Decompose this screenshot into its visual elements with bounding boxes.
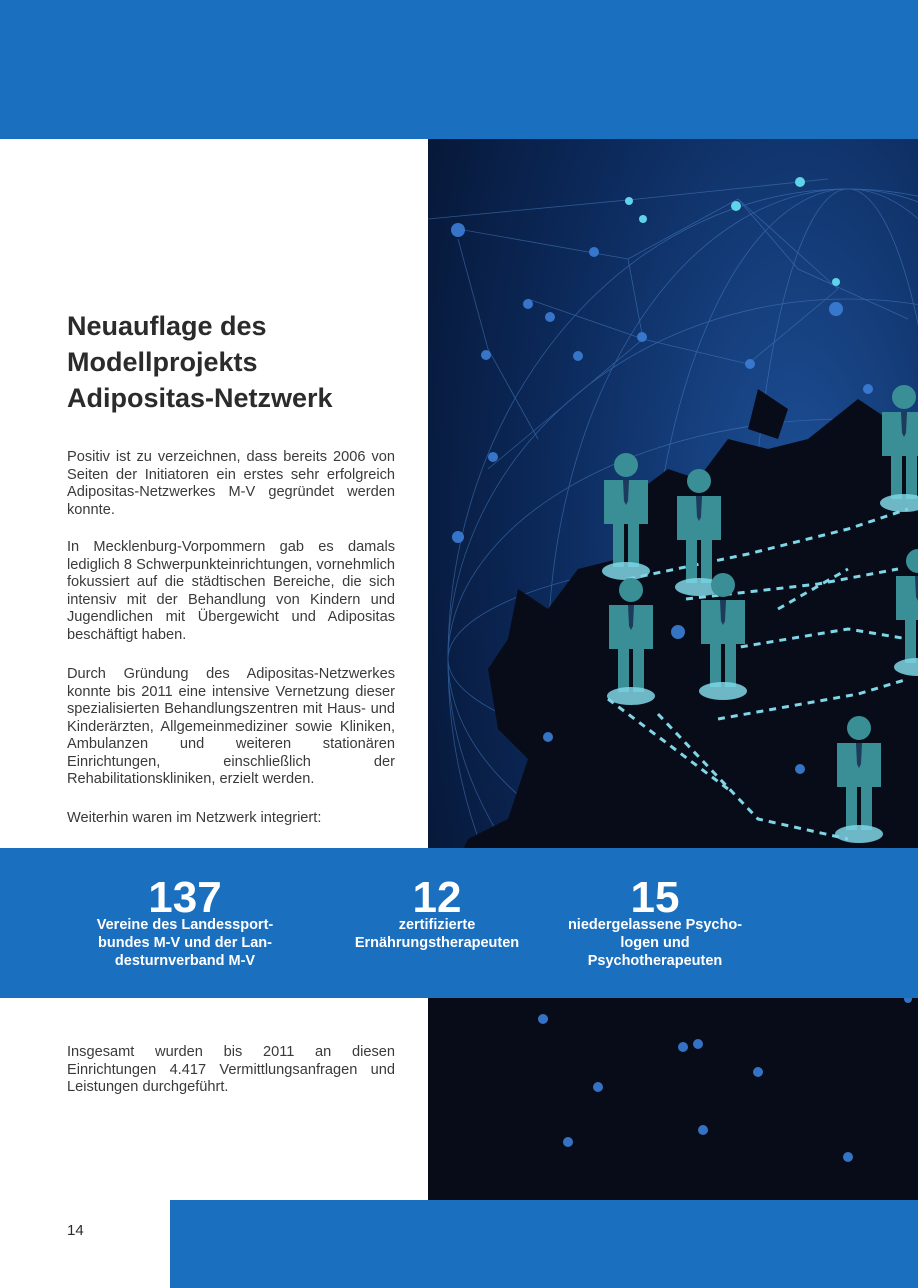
paragraph-intro: Positiv ist zu verzeichnen, dass bereits 2006 von Seiten der Initiatoren ein erstes sehr erfolgreich Adipositas-Netzwerkes M-V gegründet werden konnte.	[67, 449, 395, 518]
paragraph-summary: Insgesamt wurden bis 2011 an diesen Einrichtungen 4.417 Vermittlungsanfragen und Leistungen durchgeführt.	[67, 1044, 395, 1095]
stat-label	[75, 916, 295, 970]
stat-sports-clubs	[75, 873, 295, 970]
top-color-band	[0, 0, 918, 139]
title-line: Adipositas-Netzwerk	[67, 383, 333, 413]
stat-label-line: Ernährungstherapeuten	[354, 935, 520, 951]
network-people-image	[428, 139, 918, 1200]
paragraph-network: Durch Gründung des Adipositas-Netzwerkes konnte bis 2011 eine intensive Vernetzung dieser spezialisierten Behandlungszentren mit Haus- und Kinderärzten, Allgemeinmediziner sowie Kliniken, Ambulanzen und weiteren stationären Einrichtungen, einschließlich der Rehabilitationskliniken, erzielt werden.	[67, 666, 395, 787]
stat-psychologists	[545, 873, 765, 970]
stat-number: 12	[412, 873, 462, 922]
stat-nutrition-therapists	[337, 873, 537, 952]
bottom-color-band	[170, 1200, 918, 1288]
article-title	[67, 308, 407, 416]
title-line: Neuauflage des	[67, 311, 267, 341]
stat-label-line: bundes M-V und der Lan-	[98, 935, 272, 951]
stat-number: 15	[630, 873, 680, 922]
stat-label	[545, 916, 765, 970]
stat-label-line: Vereine des Landessport-	[96, 917, 274, 933]
stat-label-line: Psychotherapeuten	[587, 953, 723, 969]
stat-number: 137	[148, 873, 222, 922]
stat-label-line: desturnverband M-V	[114, 953, 256, 969]
stat-label	[337, 916, 537, 952]
title-line: Modellprojekts	[67, 347, 258, 377]
stat-label-line: zertifizierte	[398, 917, 476, 933]
paragraph-integrated: Weiterhin waren im Netzwerk integriert:	[67, 810, 322, 826]
stats-band	[0, 848, 918, 998]
stat-label-line: niedergelassene Psycho-	[567, 917, 743, 933]
paragraph-history: In Mecklenburg-Vorpommern gab es damals lediglich 8 Schwerpunkteinrichtungen, vornehmlich fokussiert auf die städtischen Bereiche, die sich intensiv mit der Behandlung von Kindern und Jugendlichen mit Übergewicht und Adipositas beschäftigt haben.	[67, 539, 395, 643]
stat-label-line: logen und	[620, 935, 690, 951]
page-number: 14	[67, 1222, 84, 1239]
